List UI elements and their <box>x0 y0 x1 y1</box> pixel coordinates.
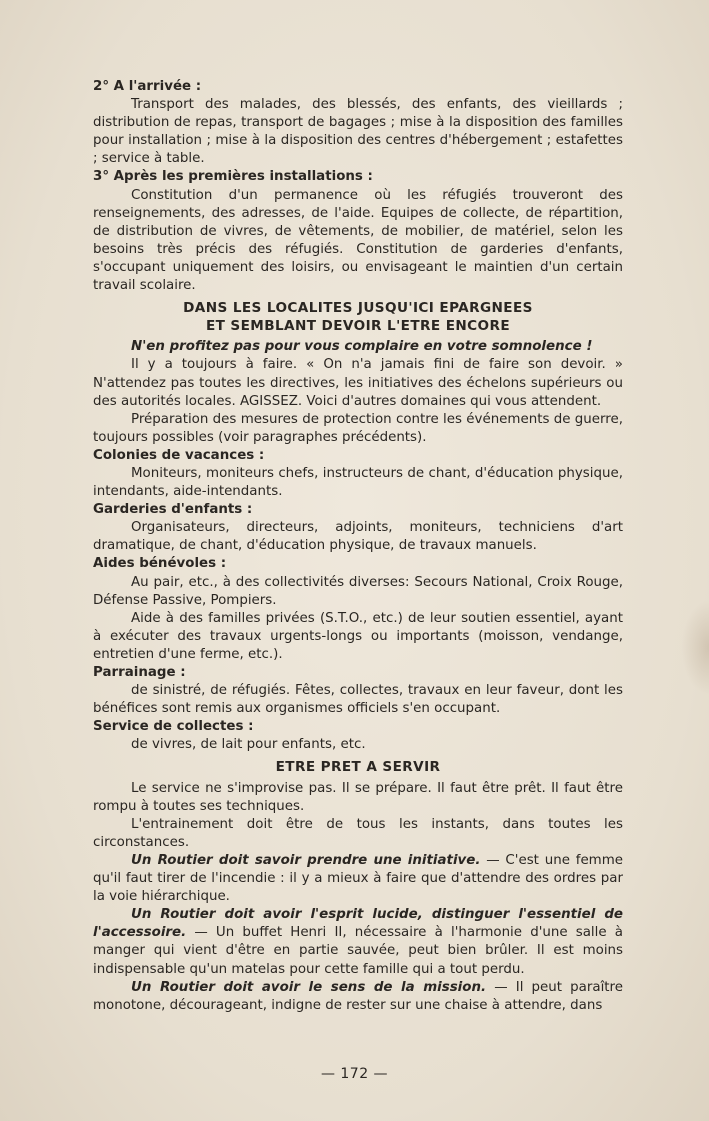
aides-heading: Aides bénévoles : <box>93 556 227 572</box>
mission-lead: Un Routier doit avoir le sens de la mission. <box>131 979 487 995</box>
mission-text: — Il peut paraître monotone, décourageant, indigne de rester sur une chaise à attendre, dans <box>93 979 623 1013</box>
servir-paragraph-2: L'entrainement doit être de tous les instants, dans toutes les circonstances. <box>93 816 623 850</box>
after-paragraph: Constitution d'un permanence où les réfugiés trouveront des renseignements, des adresses, de l'aide. Equipes de collecte, de répartition, de distribution de vivres, de vêtements, de mobilier, de matériel, selon les besoins très précis des réfugiés. Constitution de garderies d'enfants, s'occupant uniquement des loisirs, ou envisageant le maintien d'un certain travail scolaire. <box>93 187 623 294</box>
parrainage-paragraph: de sinistré, de réfugiés. Fêtes, collectes, travaux en leur faveur, dont les bénéfices sont remis aux organismes officiels s'en occupant. <box>93 683 623 717</box>
localites-title-line-2: ET SEMBLANT DEVOIR L'ETRE ENCORE <box>205 318 511 335</box>
arrival-heading: 2° A l'arrivée : <box>93 79 202 94</box>
parrainage-heading: Parrainage : <box>93 665 186 680</box>
servir-title: ETRE PRET A SERVIR <box>275 759 441 776</box>
servir-paragraph-1: Le service ne s'improvise pas. Il se prépare. Il faut être prêt. Il faut être rompu à toutes ses techniques. <box>93 780 623 814</box>
aides-paragraph-2: Aide à des familles privées (S.T.O., etc.) de leur soutien essentiel, ayant à exécuter des travaux urgents-longs ou importants (moisson, vendange, entretien d'une ferme, etc.). <box>93 610 623 662</box>
garderies-paragraph: Organisateurs, directeurs, adjoints, moniteurs, techniciens d'art dramatique, de chant, d'éducation physique, de travaux manuels. <box>93 520 623 554</box>
collectes-paragraph: de vivres, de lait pour enfants, etc. <box>131 737 366 753</box>
mission-paragraph <box>93 979 623 1015</box>
garderies-heading: Garderies d'enfants : <box>93 502 253 518</box>
aides-paragraph-1: Au pair, etc., à des collectivités diverses: Secours National, Croix Rouge, Défense Passive, Pompiers. <box>93 574 623 608</box>
localites-lead: N'en profitez pas pour vous complaire en votre somnolence ! <box>131 339 593 355</box>
initiative-text: — C'est une femme qu'il faut tirer de l'incendie : il y a mieux à faire que d'attendre des ordres par la voie hiérarchique. <box>93 852 624 905</box>
initiative-paragraph <box>93 852 623 906</box>
collectes-heading: Service de collectes : <box>93 719 254 735</box>
page-body <box>93 78 623 1015</box>
localites-paragraph-2: Préparation des mesures de protection contre les événements de guerre, toujours possibles (voir paragraphes précédents). <box>93 411 623 445</box>
initiative-lead: Un Routier doit savoir prendre une initiative. <box>131 852 481 868</box>
localites-paragraph-1: Il y a toujours à faire. « On n'a jamais fini de faire son devoir. » N'attendez pas toutes les directives, les initiatives des échelons supérieurs ou des autorités locales. AGISSEZ. Voici d'autres domaines qui vous attendent. <box>93 357 623 409</box>
page-number: — 172 — <box>320 1066 389 1082</box>
localites-title-line-1: DANS LES LOCALITES JUSQU'ICI EPARGNEES <box>183 300 533 317</box>
localites-title <box>93 299 623 335</box>
lucide-paragraph <box>93 906 623 978</box>
lucide-text: — Un buffet Henri II, nécessaire à l'harmonie d'une salle à manger qui vient d'être en partie sauvée, peut bien brûler. Il est moins indispensable qu'un matelas pour cette famille qui a tout perdu. <box>93 925 623 977</box>
colonies-paragraph: Moniteurs, moniteurs chefs, instructeurs de chant, d'éducation physique, intendants, aide-intendants. <box>93 465 623 500</box>
arrival-paragraph: Transport des malades, des blessés, des enfants, des vieillards ; distribution de repas, transport de bagages ; mise à la disposition des familles pour installation ; mise à la disposition des centres d'hébergement ; estafettes ; service à table. <box>93 97 623 167</box>
colonies-heading: Colonies de vacances : <box>93 447 265 463</box>
lucide-lead: Un Routier doit avoir l'esprit lucide, distinguer l'essentiel de l'accessoire. <box>93 907 623 941</box>
after-heading: 3° Après les premières installations : <box>93 169 373 185</box>
page-stain <box>681 600 709 695</box>
